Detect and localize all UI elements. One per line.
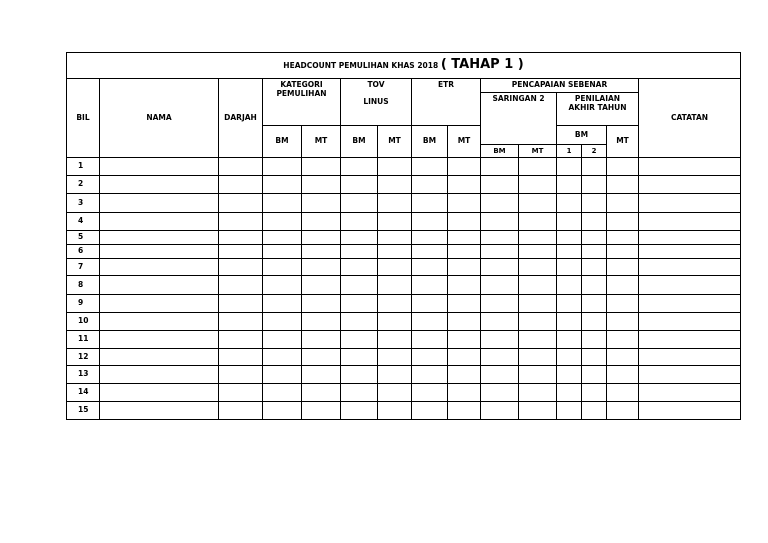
table-cell <box>519 259 557 276</box>
table-cell <box>302 366 341 384</box>
table-cell <box>639 158 741 176</box>
table-cell <box>378 276 412 295</box>
table-cell <box>519 231 557 245</box>
table-cell <box>219 194 263 213</box>
table-cell <box>341 176 378 194</box>
tov-line1: TOV <box>367 80 385 89</box>
table-cell <box>582 231 607 245</box>
table-cell <box>582 245 607 259</box>
table-cell <box>557 313 582 331</box>
table-cell <box>481 176 519 194</box>
table-cell <box>519 402 557 420</box>
table-cell <box>412 384 448 402</box>
row-number: 7 <box>67 259 100 276</box>
table-cell <box>302 331 341 349</box>
table-cell <box>263 259 302 276</box>
table-cell <box>412 331 448 349</box>
table-cell <box>378 194 412 213</box>
table-row <box>67 349 741 366</box>
table-cell <box>378 245 412 259</box>
table-cell <box>582 313 607 331</box>
header-penilaian-akhir-tahun <box>557 93 639 126</box>
table-cell <box>302 313 341 331</box>
table-cell <box>639 313 741 331</box>
tov-line2: LINUS <box>363 96 389 106</box>
table-cell <box>302 231 341 245</box>
table-cell <box>219 295 263 313</box>
table-cell <box>582 295 607 313</box>
table-cell <box>263 158 302 176</box>
table-cell <box>607 366 639 384</box>
table-cell <box>557 213 582 231</box>
table-cell <box>557 331 582 349</box>
table-cell <box>481 158 519 176</box>
table-cell <box>448 402 481 420</box>
table-cell <box>341 259 378 276</box>
table-cell <box>302 259 341 276</box>
table-cell <box>639 295 741 313</box>
table-cell <box>219 213 263 231</box>
table-cell <box>341 295 378 313</box>
table-cell <box>481 349 519 366</box>
table-cell <box>607 231 639 245</box>
table-cell <box>582 276 607 295</box>
table-cell <box>607 384 639 402</box>
table-cell <box>100 295 219 313</box>
table-cell <box>219 245 263 259</box>
header-bil: BIL <box>67 79 100 158</box>
table-cell <box>412 245 448 259</box>
table-cell <box>341 194 378 213</box>
table-cell <box>448 331 481 349</box>
table-cell <box>100 245 219 259</box>
table-cell <box>302 276 341 295</box>
table-cell <box>412 402 448 420</box>
table-cell <box>341 231 378 245</box>
table-cell <box>557 259 582 276</box>
penilaian-line1: PENILAIAN <box>574 94 621 103</box>
table-cell <box>412 158 448 176</box>
table-cell <box>557 176 582 194</box>
table-cell <box>607 176 639 194</box>
table-cell <box>639 213 741 231</box>
penilaian-mt: MT <box>607 126 639 158</box>
table-cell <box>557 245 582 259</box>
table-row <box>67 313 741 331</box>
table-cell <box>481 295 519 313</box>
kategori-line1: KATEGORI <box>280 80 323 89</box>
table-cell <box>557 194 582 213</box>
table-cell <box>100 366 219 384</box>
table-cell <box>448 158 481 176</box>
table-cell <box>607 213 639 231</box>
table-cell <box>302 158 341 176</box>
row-number: 9 <box>67 295 100 313</box>
table-cell <box>302 245 341 259</box>
table-cell <box>219 366 263 384</box>
table-cell <box>412 231 448 245</box>
table-row <box>67 245 741 259</box>
table-cell <box>100 276 219 295</box>
table-cell <box>263 331 302 349</box>
table-row <box>67 158 741 176</box>
table-cell <box>607 276 639 295</box>
table-cell <box>378 259 412 276</box>
table-cell <box>519 245 557 259</box>
table-cell <box>412 176 448 194</box>
table-cell <box>639 349 741 366</box>
row-number: 10 <box>67 313 100 331</box>
row-number: 12 <box>67 349 100 366</box>
table-cell <box>448 259 481 276</box>
etr-bm: BM <box>412 126 448 158</box>
row-number: 14 <box>67 384 100 402</box>
saringan-bm: BM <box>481 145 519 158</box>
table-cell <box>263 213 302 231</box>
row-number: 8 <box>67 276 100 295</box>
table-cell <box>219 402 263 420</box>
table-cell <box>481 313 519 331</box>
table-cell <box>378 366 412 384</box>
header-nama: NAMA <box>100 79 219 158</box>
table-cell <box>639 366 741 384</box>
table-cell <box>481 331 519 349</box>
table-cell <box>582 213 607 231</box>
row-number: 5 <box>67 231 100 245</box>
headcount-table <box>66 52 741 420</box>
table-cell <box>263 384 302 402</box>
table-cell <box>481 259 519 276</box>
table-cell <box>100 384 219 402</box>
table-cell <box>263 349 302 366</box>
table-cell <box>378 295 412 313</box>
table-cell <box>412 313 448 331</box>
table-cell <box>582 158 607 176</box>
penilaian-bm-2: 2 <box>582 145 607 158</box>
kategori-line2: PEMULIHAN <box>276 88 327 98</box>
table-cell <box>378 231 412 245</box>
table-cell <box>448 295 481 313</box>
table-cell <box>302 295 341 313</box>
table-cell <box>100 349 219 366</box>
table-cell <box>607 331 639 349</box>
table-row <box>67 331 741 349</box>
table-cell <box>639 231 741 245</box>
table-cell <box>219 259 263 276</box>
table-cell <box>100 313 219 331</box>
table-cell <box>412 349 448 366</box>
table-cell <box>378 213 412 231</box>
table-cell <box>481 194 519 213</box>
table-cell <box>100 402 219 420</box>
table-cell <box>557 158 582 176</box>
penilaian-line2: AKHIR TAHUN <box>568 102 627 112</box>
table-cell <box>302 402 341 420</box>
table-cell <box>378 158 412 176</box>
table-cell <box>341 366 378 384</box>
row-number: 1 <box>67 158 100 176</box>
table-row <box>67 213 741 231</box>
table-cell <box>639 384 741 402</box>
table-cell <box>519 384 557 402</box>
table-cell <box>519 158 557 176</box>
table-title <box>67 53 741 79</box>
table-cell <box>263 313 302 331</box>
table-cell <box>100 213 219 231</box>
header-saringan-2: SARINGAN 2 <box>481 93 557 145</box>
tov-bm: BM <box>341 126 378 158</box>
row-number: 2 <box>67 176 100 194</box>
table-row <box>67 176 741 194</box>
header-tov-linus <box>341 79 412 126</box>
row-number: 15 <box>67 402 100 420</box>
table-cell <box>607 402 639 420</box>
table-cell <box>341 349 378 366</box>
table-cell <box>100 331 219 349</box>
tov-mt: MT <box>378 126 412 158</box>
table-cell <box>219 231 263 245</box>
table-cell <box>412 366 448 384</box>
table-cell <box>582 176 607 194</box>
table-cell <box>263 402 302 420</box>
table-cell <box>448 366 481 384</box>
table-cell <box>302 176 341 194</box>
table-cell <box>607 259 639 276</box>
table-cell <box>607 313 639 331</box>
table-cell <box>582 194 607 213</box>
table-cell <box>219 276 263 295</box>
table-cell <box>100 194 219 213</box>
table-cell <box>481 276 519 295</box>
table-cell <box>378 384 412 402</box>
table-cell <box>100 176 219 194</box>
row-number: 6 <box>67 245 100 259</box>
table-cell <box>639 331 741 349</box>
title-main: HEADCOUNT PEMULIHAN KHAS 2018 <box>283 61 439 71</box>
header-catatan: CATATAN <box>639 79 741 158</box>
table-cell <box>481 402 519 420</box>
row-number: 13 <box>67 366 100 384</box>
table-row <box>67 259 741 276</box>
table-cell <box>607 245 639 259</box>
table-row <box>67 276 741 295</box>
table-cell <box>557 231 582 245</box>
table-cell <box>448 276 481 295</box>
table-cell <box>378 313 412 331</box>
table-cell <box>519 331 557 349</box>
table-cell <box>341 158 378 176</box>
table-cell <box>639 245 741 259</box>
table-cell <box>607 295 639 313</box>
table-cell <box>378 176 412 194</box>
table-cell <box>582 349 607 366</box>
table-cell <box>412 276 448 295</box>
table-cell <box>263 194 302 213</box>
table-cell <box>519 194 557 213</box>
table-cell <box>341 245 378 259</box>
table-cell <box>302 384 341 402</box>
table-cell <box>481 245 519 259</box>
table-cell <box>341 384 378 402</box>
row-number: 4 <box>67 213 100 231</box>
table-cell <box>557 295 582 313</box>
table-cell <box>448 384 481 402</box>
table-cell <box>448 313 481 331</box>
table-cell <box>100 259 219 276</box>
table-cell <box>582 259 607 276</box>
table-cell <box>607 158 639 176</box>
table-cell <box>519 349 557 366</box>
table-cell <box>263 245 302 259</box>
table-cell <box>448 213 481 231</box>
table-cell <box>341 331 378 349</box>
table-cell <box>639 259 741 276</box>
table-cell <box>378 349 412 366</box>
table-cell <box>519 366 557 384</box>
table-row <box>67 295 741 313</box>
table-cell <box>412 194 448 213</box>
table-cell <box>582 402 607 420</box>
table-cell <box>519 295 557 313</box>
table-row <box>67 384 741 402</box>
table-cell <box>219 313 263 331</box>
table-cell <box>519 313 557 331</box>
table-cell <box>412 213 448 231</box>
table-cell <box>302 349 341 366</box>
table-row <box>67 402 741 420</box>
row-number: 11 <box>67 331 100 349</box>
table-row <box>67 366 741 384</box>
table-row <box>67 231 741 245</box>
table-cell <box>582 366 607 384</box>
table-cell <box>557 402 582 420</box>
table-cell <box>263 276 302 295</box>
table-cell <box>341 276 378 295</box>
table-cell <box>519 213 557 231</box>
saringan-mt: MT <box>519 145 557 158</box>
table-cell <box>607 349 639 366</box>
table-cell <box>481 384 519 402</box>
table-cell <box>557 366 582 384</box>
header-kategori-pemulihan <box>263 79 341 126</box>
table-cell <box>481 231 519 245</box>
table-cell <box>263 176 302 194</box>
header-etr: ETR <box>412 79 481 126</box>
table-cell <box>519 276 557 295</box>
table-cell <box>412 259 448 276</box>
table-cell <box>639 194 741 213</box>
etr-mt: MT <box>448 126 481 158</box>
table-cell <box>448 194 481 213</box>
table-cell <box>341 213 378 231</box>
table-cell <box>378 402 412 420</box>
table-cell <box>607 194 639 213</box>
table-cell <box>448 176 481 194</box>
table-cell <box>639 176 741 194</box>
table-cell <box>412 295 448 313</box>
table-cell <box>302 194 341 213</box>
penilaian-bm: BM <box>557 126 607 145</box>
table-cell <box>481 366 519 384</box>
header-pencapaian-sebenar: PENCAPAIAN SEBENAR <box>481 79 639 93</box>
table-cell <box>582 384 607 402</box>
table-cell <box>219 349 263 366</box>
table-cell <box>519 176 557 194</box>
table-cell <box>219 176 263 194</box>
table-cell <box>448 245 481 259</box>
table-cell <box>448 231 481 245</box>
table-cell <box>219 158 263 176</box>
title-sub: ( TAHAP 1 ) <box>440 57 524 73</box>
header-darjah: DARJAH <box>219 79 263 158</box>
kategori-mt: MT <box>302 126 341 158</box>
table-cell <box>582 331 607 349</box>
table-cell <box>557 349 582 366</box>
table-cell <box>263 295 302 313</box>
table-cell <box>378 331 412 349</box>
table-cell <box>100 158 219 176</box>
penilaian-bm-1: 1 <box>557 145 582 158</box>
table-cell <box>263 366 302 384</box>
table-cell <box>341 402 378 420</box>
table-cell <box>448 349 481 366</box>
table-cell <box>263 231 302 245</box>
table-cell <box>219 384 263 402</box>
table-cell <box>341 313 378 331</box>
headcount-sheet <box>66 52 740 439</box>
table-cell <box>557 384 582 402</box>
table-cell <box>639 402 741 420</box>
table-cell <box>481 213 519 231</box>
table-cell <box>557 276 582 295</box>
row-number: 3 <box>67 194 100 213</box>
table-cell <box>219 331 263 349</box>
table-cell <box>302 213 341 231</box>
table-cell <box>639 276 741 295</box>
table-cell <box>100 231 219 245</box>
kategori-bm: BM <box>263 126 302 158</box>
table-row <box>67 194 741 213</box>
